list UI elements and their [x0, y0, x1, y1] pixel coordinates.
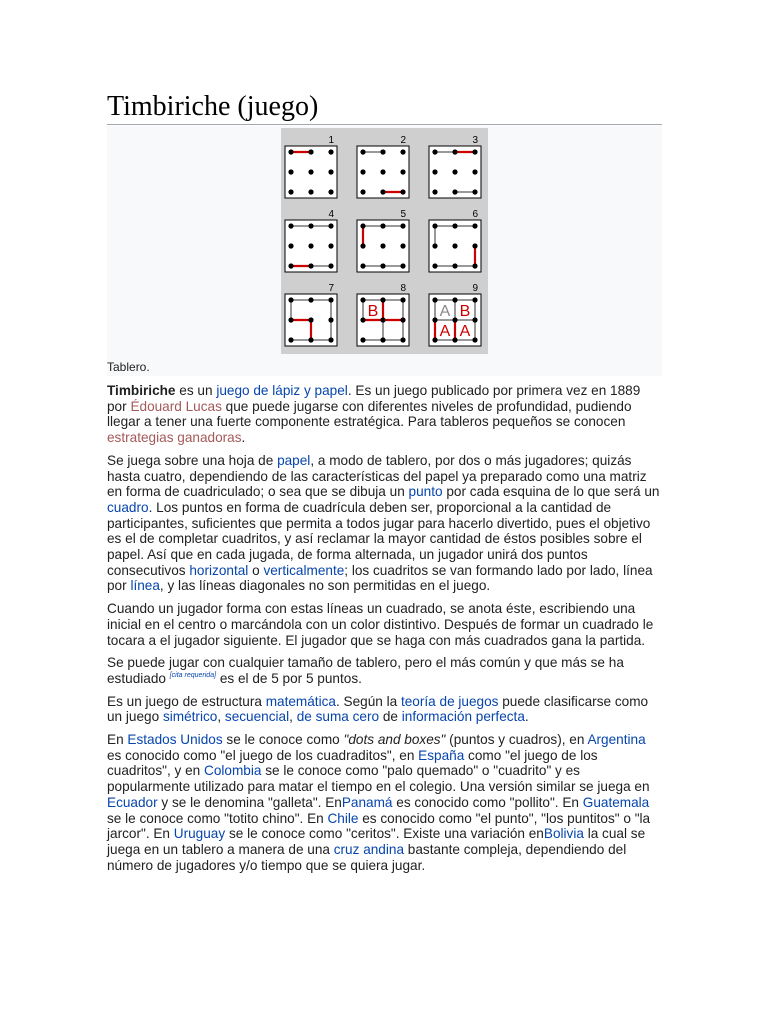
grid-dot [308, 169, 313, 174]
grid-dot [452, 243, 457, 248]
grid-dot [380, 243, 385, 248]
grid-dot [432, 297, 437, 302]
link-linea[interactable]: línea [130, 578, 160, 594]
grid-dot [452, 263, 457, 268]
grid-dot [400, 263, 405, 268]
grid-dot [472, 297, 477, 302]
grid-dot [432, 149, 437, 154]
link-suma-cero[interactable]: de suma cero [296, 709, 380, 725]
article-body [107, 383, 662, 880]
grid-dot [432, 337, 437, 342]
grid-dot [432, 169, 437, 174]
panel-number-9: 9 [472, 283, 478, 294]
grid-dot [288, 317, 293, 322]
grid-dot [452, 169, 457, 174]
grid-dot [380, 169, 385, 174]
panel-number-7: 7 [328, 283, 334, 294]
box-letter: A [439, 323, 451, 340]
link-matematica[interactable]: matemática [265, 693, 336, 709]
figure-caption: Tablero. [107, 360, 150, 374]
link-edouard-lucas[interactable]: Édouard Lucas [130, 398, 222, 414]
link-teoria-de-juegos[interactable]: teoría de juegos [400, 693, 499, 709]
grid-dot [288, 189, 293, 194]
grid-dot [288, 263, 293, 268]
grid-dot [400, 223, 405, 228]
grid-dot [308, 189, 313, 194]
grid-dot [380, 317, 385, 322]
grid-dot [328, 297, 333, 302]
link-juego-lapiz-papel[interactable]: juego de lápiz y papel [216, 383, 348, 398]
dots-and-boxes-diagram[interactable] [107, 126, 662, 376]
link-panama[interactable]: Panamá [341, 794, 393, 810]
grid-dot [360, 337, 365, 342]
grid-dot [328, 149, 333, 154]
paragraph-intro: Timbiriche es un juego de lápiz y papel. Es un juego publicado por primera vez en 1889 por Édouard Lucas que puede jugarse con diferentes niveles de profundidad, pudiendo llegar a tener una fuerte componente estratégica. Para tableros pequeños se conocen estrategias ganadoras. [107, 383, 641, 446]
grid-dot [400, 297, 405, 302]
grid-dot [400, 337, 405, 342]
grid-dot [360, 317, 365, 322]
term-bold: Timbiriche [107, 383, 176, 398]
link-espana[interactable]: España [418, 747, 465, 763]
paragraph-board-size: Se puede jugar con cualquier tamaño de tablero, pero el más común y que más se ha estudiado [cita requerida] es el de 5 por 5 puntos. [107, 655, 624, 686]
box-letter: A [459, 323, 471, 340]
grid-dot [328, 169, 333, 174]
grid-dot [328, 223, 333, 228]
box-letter: B [367, 303, 379, 320]
grid-dot [380, 149, 385, 154]
grid-dot [472, 243, 477, 248]
grid-dot [308, 317, 313, 322]
link-bolivia[interactable]: Bolivia [543, 826, 584, 842]
panel-number-4: 4 [328, 209, 334, 220]
grid-dot [432, 223, 437, 228]
link-secuencial[interactable]: secuencial [224, 709, 290, 725]
grid-dot [452, 189, 457, 194]
citation-needed-link[interactable]: [cita requerida] [169, 671, 217, 679]
link-chile[interactable]: Chile [327, 810, 359, 826]
link-cruz-andina[interactable]: cruz andina [333, 841, 405, 857]
grid-dot [308, 223, 313, 228]
panel-number-1: 1 [328, 135, 334, 146]
link-ecuador[interactable]: Ecuador [107, 794, 158, 810]
panel-number-3: 3 [472, 135, 478, 146]
paragraph-scoring: Cuando un jugador forma con estas líneas un cuadrado, se anota éste, escribiendo una inicial en el centro o marcándola con un color distintivo. Después de formar un cuadrado le tocara a el jugador siguiente. El jugador que se haga con más cuadrados gana la partida. [107, 601, 654, 648]
grid-dot [472, 263, 477, 268]
title-divider [107, 124, 662, 125]
grid-dot [400, 243, 405, 248]
grid-dot [432, 189, 437, 194]
grid-dot [360, 189, 365, 194]
grid-dot [400, 189, 405, 194]
grid-dot [308, 149, 313, 154]
paragraph-rules: Se juega sobre una hoja de papel, a modo de tablero, por dos o más jugadores; quizás hasta cuatro, dependiendo de las características del papel ya preparado como una matriz en forma de cuadriculado; o sea que se dibuja un punto por cada esquina de lo que será un cuadro. Los puntos en forma de cuadrícula deben ser, proporcional a la cantidad de participantes, suficientes que permita a todos jugar para hacerlo divertido, pues el objetivo es el de completar cuadritos, y así reclamar la mayor cantidad de éstos posibles sobre el papel. Así que en cada jugada, de forma alternada, un jugador unirá dos puntos consecutivos horizontal o verticalmente; los cuadritos se van formando lado por lado, línea por línea, y las líneas diagonales no son permitidas en el juego. [107, 452, 660, 594]
page-title: Timbiriche (juego) [107, 91, 319, 122]
grid-dot [400, 149, 405, 154]
grid-dot [328, 243, 333, 248]
grid-dot [472, 189, 477, 194]
panel-number-6: 6 [472, 209, 478, 220]
link-estrategias-ganadoras[interactable]: estrategias ganadoras [107, 430, 242, 446]
grid-dot [452, 317, 457, 322]
grid-dot [328, 189, 333, 194]
grid-dot [308, 243, 313, 248]
grid-dot [360, 223, 365, 228]
grid-dot [288, 337, 293, 342]
grid-dot [432, 243, 437, 248]
grid-dot [380, 263, 385, 268]
paragraph-regional-names: En Estados Unidos se le conoce como "dots and boxes" (puntos y cuadros), en Argentina es conocido como "el juego de los cuadraditos", en España como "el juego de los cuadritos", y en Colombia se le conoce como "palo quemado" o "cuadrito" y es popularmente utilizado para matar el tiempo en el colegio. Una versión similar se juega en Ecuador y se le denomina "galleta". EnPanamá es conocido como "pollito". En Guatemala se le conoce como "totito chino". En Chile es conocido como "el punto", "los puntitos" o "la jarcor". En Uruguay se le conoce como "ceritos". Existe una variación enBolivia la cual se juega en un tablero a manera de una cruz andina bastante compleja, dependiendo del número de jugadores y/o tiempo que se quiera jugar. [107, 732, 651, 873]
link-simetrico[interactable]: simétrico [162, 709, 218, 725]
link-punto[interactable]: punto [408, 484, 443, 500]
panel-number-2: 2 [400, 135, 406, 146]
grid-dot [288, 149, 293, 154]
link-horizontal[interactable]: horizontal [189, 562, 249, 578]
link-argentina[interactable]: Argentina [587, 732, 646, 748]
grid-dot [452, 297, 457, 302]
grid-dot [432, 263, 437, 268]
grid-dot [452, 223, 457, 228]
grid-dot [360, 169, 365, 174]
grid-dot [452, 149, 457, 154]
grid-dot [328, 317, 333, 322]
grid-dot [452, 337, 457, 342]
grid-dot [472, 317, 477, 322]
link-verticalmente[interactable]: verticalmente [263, 562, 345, 578]
grid-dot [432, 317, 437, 322]
grid-dot [328, 337, 333, 342]
paragraph-game-theory: Es un juego de estructura matemática. Según la teoría de juegos puede clasificarse como un juego simétrico, secuencial, de suma cero de información perfecta. [107, 693, 649, 725]
grid-dot [308, 297, 313, 302]
panel-number-5: 5 [400, 209, 406, 220]
grid-dot [380, 223, 385, 228]
grid-dot [380, 297, 385, 302]
box-letter: B [459, 303, 471, 320]
grid-dot [360, 263, 365, 268]
grid-dot [472, 223, 477, 228]
panel-number-8: 8 [400, 283, 406, 294]
grid-dot [380, 337, 385, 342]
grid-dot [400, 169, 405, 174]
link-papel[interactable]: papel [277, 452, 311, 468]
grid-dot [288, 243, 293, 248]
grid-dot [288, 223, 293, 228]
link-estados-unidos[interactable]: Estados Unidos [127, 732, 223, 748]
grid-dot [360, 149, 365, 154]
grid-dot [400, 317, 405, 322]
grid-dot [472, 337, 477, 342]
grid-dot [380, 189, 385, 194]
grid-dot [288, 297, 293, 302]
grid-dot [308, 263, 313, 268]
link-cuadro[interactable]: cuadro [107, 499, 149, 515]
grid-dot [288, 169, 293, 174]
grid-dot [308, 337, 313, 342]
link-uruguay[interactable]: Uruguay [173, 826, 226, 842]
grid-dot [360, 297, 365, 302]
link-colombia[interactable]: Colombia [204, 763, 262, 779]
link-guatemala[interactable]: Guatemala [582, 794, 650, 810]
grid-dot [472, 169, 477, 174]
link-informacion-perfecta[interactable]: información perfecta [401, 709, 525, 725]
figure-thumbnail [107, 126, 662, 376]
box-letter: A [439, 303, 451, 320]
grid-dot [472, 149, 477, 154]
grid-dot [360, 243, 365, 248]
grid-dot [328, 263, 333, 268]
